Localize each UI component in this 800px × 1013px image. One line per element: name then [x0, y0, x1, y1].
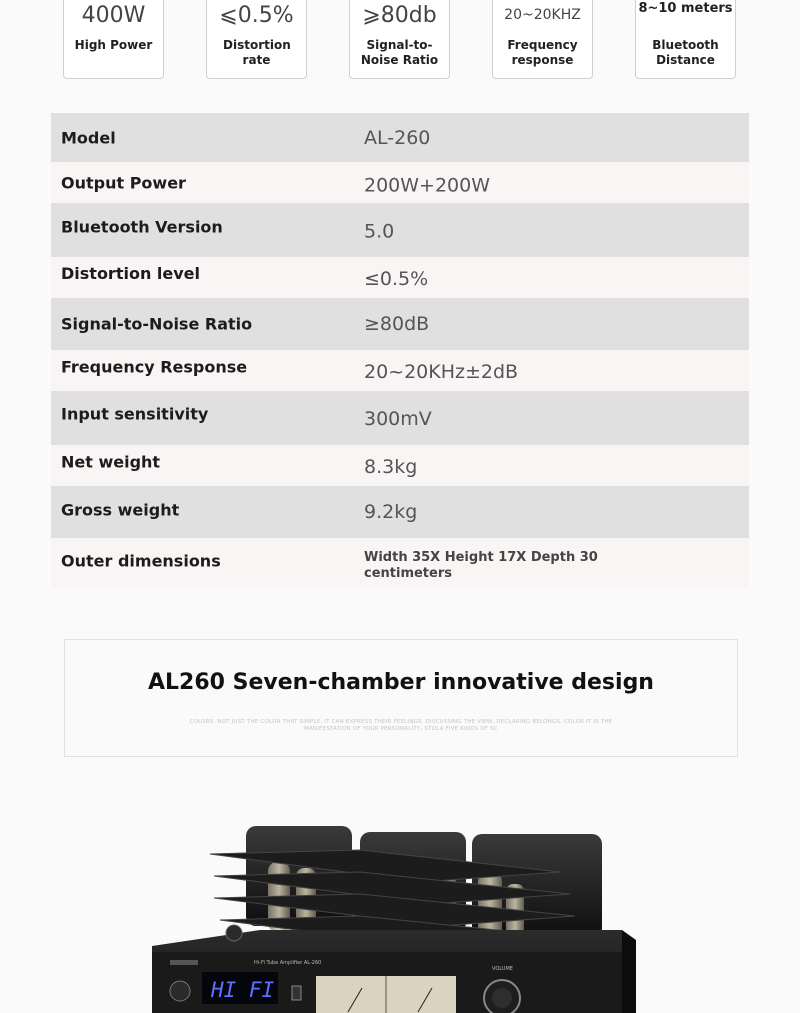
spec-value: 300mV — [364, 408, 432, 431]
spec-value: ≥80dB — [364, 313, 430, 335]
feature-value: 8~10 meters — [638, 1, 733, 16]
table-row — [51, 257, 749, 298]
feature-card-bluetooth — [635, 0, 736, 79]
faceplate-text: Hi-Fi Tube Amplifier AL-260 — [254, 960, 322, 966]
spec-table — [51, 113, 749, 587]
feature-label: Signal-to-Noise Ratio — [360, 38, 439, 67]
input-knob — [170, 981, 190, 1001]
design-banner — [64, 639, 738, 757]
spec-value: 5.0 — [364, 220, 395, 243]
table-row — [51, 486, 749, 538]
feature-card-frequency — [492, 0, 593, 79]
banner-subtitle: COLORS, NOT JUST THE COLOR THAT SIMPLE, IT CAN EXPRESS THEIR FEELINGS, DISCUSSING THE VIEW, DECLARING BELONGS, COLOR IT IS THE MANIFESTATION OF YOUR PERSONALITY, STOLA FIVE KINDS OF SC — [189, 719, 613, 732]
table-row — [51, 445, 749, 486]
spec-key: Model — [61, 128, 116, 147]
feature-label: High Power — [74, 38, 153, 52]
spec-key: Bluetooth Version — [61, 217, 223, 237]
spec-key: Input sensitivity — [61, 404, 209, 424]
feature-label: Frequency response — [507, 38, 578, 67]
table-row — [51, 298, 749, 350]
spec-value: ≤0.5% — [364, 267, 429, 290]
feature-value: 400W — [81, 3, 146, 28]
table-row — [51, 391, 749, 445]
spec-value: 200W+200W — [364, 174, 491, 197]
spec-value: 9.2kg — [364, 501, 418, 523]
table-row — [51, 203, 749, 257]
feature-value: ⩾80db — [362, 3, 437, 28]
volume-label: VOLUME — [492, 966, 513, 972]
spec-value: 20~20KHz±2dB — [364, 360, 519, 383]
table-row — [51, 350, 749, 391]
spec-key: Distortion level — [61, 263, 201, 283]
spec-key: Signal-to-Noise Ratio — [61, 314, 253, 334]
spec-key: Frequency Response — [61, 357, 248, 377]
feature-value: ⩽0.5% — [219, 3, 294, 28]
spec-key: Net weight — [61, 452, 161, 472]
brand-logo — [170, 960, 198, 965]
table-row — [51, 162, 749, 203]
table-row — [51, 113, 749, 162]
spec-value: 8.3kg — [364, 455, 418, 478]
table-row — [51, 538, 749, 587]
feature-value: 20~20KHZ — [504, 7, 581, 23]
display-text: HI FI — [211, 978, 275, 1002]
top-knob — [226, 925, 242, 941]
chassis-side — [622, 930, 636, 1013]
feature-card-snr — [349, 0, 450, 79]
feature-label: Distortion rate — [223, 38, 291, 67]
spec-value: AL-260 — [364, 126, 431, 149]
usb-port — [292, 986, 301, 1000]
banner-title: AL260 Seven-chamber innovative design — [148, 670, 654, 695]
feature-card-power — [63, 0, 164, 79]
feature-label: Bluetooth Distance — [652, 38, 719, 67]
spec-key: Output Power — [61, 173, 186, 192]
volume-knob-center — [492, 988, 512, 1008]
amplifier-image — [0, 790, 800, 1013]
spec-key: Outer dimensions — [61, 551, 221, 571]
feature-card-distortion — [206, 0, 307, 79]
feature-cards — [63, 0, 737, 81]
spec-key: Gross weight — [61, 500, 180, 520]
spec-value: Width 35X Height 17X Depth 30 centimeters — [364, 549, 598, 581]
